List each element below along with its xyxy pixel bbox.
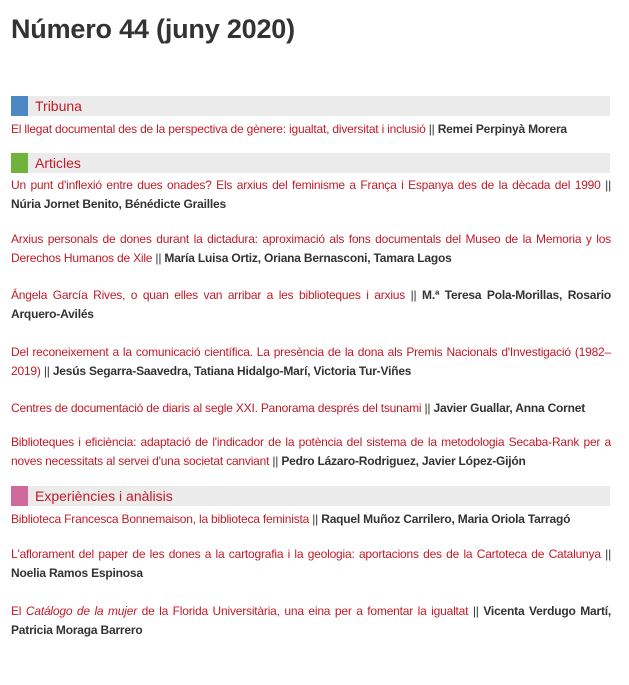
- title-post: de la Florida Universitària, una eina per a fomentar la igualtat: [137, 604, 469, 618]
- article-link[interactable]: Biblioteques i eficiència: adaptació de l'indicador de la potència del sistema de la metodologia Secaba-Rank per a noves necessitats al servei d'una societat canviant: [11, 435, 611, 468]
- tribuna-color-square: [11, 96, 28, 116]
- section-header-articles: [11, 153, 610, 173]
- article-link[interactable]: Biblioteca Francesca Bonnemaison, la biblioteca feminista: [11, 512, 310, 526]
- list-item: [11, 602, 611, 640]
- title-pre: El: [11, 604, 26, 618]
- section-title-articles: Articles: [35, 155, 81, 171]
- articles-color-square: [11, 153, 28, 173]
- article-link[interactable]: Del reconeixement a la comunicació científica. La presència de la dona als Premis Nacionals d'Investigació (1982–2019): [11, 345, 611, 378]
- separator: ||: [424, 401, 431, 415]
- article-authors: M.ª Teresa Pola-Morillas, Rosario Arquero-Avilés: [11, 288, 611, 321]
- article-authors: Raquel Muñoz Carrilero, Maria Oriola Tarragó: [321, 512, 571, 526]
- list-item: [11, 545, 611, 583]
- list-item: [11, 120, 611, 139]
- article-authors: Javier Guallar, Anna Cornet: [433, 401, 586, 415]
- article-link[interactable]: L'aflorament del paper de les dones a la cartografia i la geologia: aportacions des de la Cartoteca de Catalunya: [11, 547, 601, 561]
- article-link[interactable]: Ángela García Rives, o quan elles van arribar a les biblioteques i arxius: [11, 288, 406, 302]
- experiencies-color-square: [11, 486, 28, 506]
- article-authors: Remei Perpinyà Morera: [437, 122, 567, 136]
- section-title-tribuna: Tribuna: [35, 98, 82, 114]
- article-link[interactable]: [11, 604, 468, 618]
- article-link[interactable]: Arxius personals de dones durant la dictadura: aproximació als fons documentals del Museo de la Memoria y los Derechos Humanos de Xile: [11, 232, 611, 265]
- separator: ||: [312, 512, 319, 526]
- article-authors: Jesús Segarra-Saavedra, Tatiana Hidalgo-Marí, Victoria Tur-Viñes: [52, 364, 412, 378]
- section-header-tribuna: [11, 96, 610, 116]
- article-link[interactable]: Centres de documentació de diaris al segle XXI. Panorama després del tsunami: [11, 401, 422, 415]
- article-link[interactable]: El llegat documental des de la perspectiva de gènere: igualtat, diversitat i inclusió: [11, 122, 426, 136]
- list-item: [11, 433, 611, 471]
- article-authors: Vicenta Verdugo Martí, Patricia Moraga Barrero: [11, 604, 612, 637]
- list-item: [11, 176, 611, 214]
- separator: ||: [43, 364, 50, 378]
- separator: ||: [605, 178, 612, 192]
- article-link[interactable]: Un punt d'inflexió entre dues onades? Els arxius del feminisme a França i Espanya des de la dècada del 1990: [11, 178, 601, 192]
- section-header-experiencies: [11, 486, 610, 506]
- article-authors: Pedro Lázaro-Rodriguez, Javier López-Gijón: [281, 454, 526, 468]
- separator: ||: [155, 251, 162, 265]
- list-item: [11, 510, 611, 529]
- separator: ||: [605, 547, 611, 561]
- separator: ||: [472, 604, 479, 618]
- list-item: [11, 286, 611, 324]
- article-authors: María Luisa Ortiz, Oriana Bernasconi, Tamara Lagos: [164, 251, 452, 265]
- article-authors: Núria Jornet Benito, Bénédicte Grailles: [11, 197, 226, 211]
- separator: ||: [410, 288, 417, 302]
- list-item: [11, 230, 611, 268]
- separator: ||: [428, 122, 435, 136]
- title-italic: Catálogo de la mujer: [25, 604, 137, 618]
- list-item: [11, 343, 611, 381]
- article-authors: Noelia Ramos Espinosa: [11, 566, 143, 580]
- page-title: Número 44 (juny 2020): [11, 14, 295, 44]
- separator: ||: [272, 454, 279, 468]
- section-title-experiencies: Experiències i anàlisis: [35, 488, 173, 504]
- list-item: [11, 399, 611, 418]
